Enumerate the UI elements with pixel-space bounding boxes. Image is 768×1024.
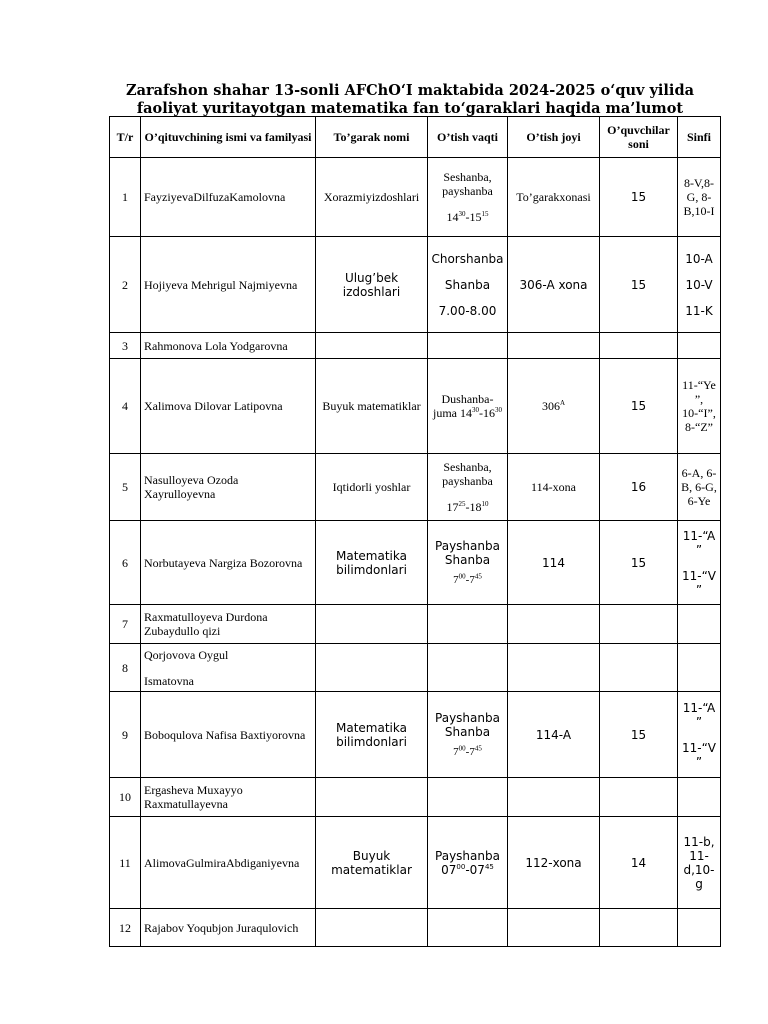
room: [508, 909, 600, 947]
text-line: Shanba: [444, 552, 491, 567]
room: 114-xona: [508, 454, 600, 521]
row-number: 8: [110, 644, 141, 692]
text-line: Chorshanba: [431, 251, 504, 266]
grade: [678, 521, 721, 605]
table-row: [110, 359, 721, 454]
student-count: 15: [600, 521, 678, 605]
header-time: O’tish vaqti: [428, 117, 508, 158]
teacher-name: Rahmonova Lola Yodgarovna: [141, 333, 316, 359]
time-range: $7^{00}-7^{45}$: [453, 743, 482, 758]
row-number: 2: [110, 237, 141, 333]
schedule-time: [428, 605, 508, 644]
table-row: [110, 817, 721, 909]
schedule-time: [428, 333, 508, 359]
time-range: $07^{00}-07^{45}$: [441, 862, 494, 877]
text-line: [144, 662, 312, 674]
text-line: [431, 292, 504, 304]
row-number: 3: [110, 333, 141, 359]
table-row: [110, 909, 721, 947]
time-range: Dushanba-juma $14^{30}-16^{30}$: [433, 392, 502, 420]
schedule-time: [428, 158, 508, 237]
text-line: Payshanba: [435, 538, 500, 553]
teacher-name: Rajabov Yoqubjon Juraqulovich: [141, 909, 316, 947]
teacher-name: Nasulloyeva Ozoda Xayrulloyevna: [141, 454, 316, 521]
teacher-name: AlimovaGulmiraAbdiganiyevna: [141, 817, 316, 909]
row-number: 9: [110, 692, 141, 778]
student-count: [600, 909, 678, 947]
clubs-table: [109, 116, 721, 947]
student-count: 15: [600, 158, 678, 237]
text-line: 10-V: [685, 277, 713, 292]
table-row: [110, 454, 721, 521]
teacher-name: Hojiyeva Mehrigul Najmiyevna: [141, 237, 316, 333]
row-number: 12: [110, 909, 141, 947]
schedule-time: [428, 521, 508, 605]
time-minutes: 45: [474, 571, 482, 580]
time-minutes: 30: [458, 210, 466, 218]
time-minutes: 00: [458, 743, 466, 752]
table-row: [110, 605, 721, 644]
club-name: Matematika bilimdonlari: [316, 521, 428, 605]
schedule-time: [428, 644, 508, 692]
schedule-time: [428, 692, 508, 778]
text-line: 11-“V”: [681, 740, 717, 769]
table-row: [110, 237, 721, 333]
club-name: [316, 644, 428, 692]
text-line: Seshanba,: [443, 460, 492, 474]
grade: [678, 237, 721, 333]
teacher-name: Raxmatulloyeva Durdona Zubaydullo qizi: [141, 605, 316, 644]
student-count: 14: [600, 817, 678, 909]
table-row: [110, 644, 721, 692]
row-number: 6: [110, 521, 141, 605]
room-suffix: A: [559, 399, 566, 407]
club-name: Iqtidorli yoshlar: [316, 454, 428, 521]
teacher-name: Xalimova Dilovar Latipovna: [141, 359, 316, 454]
student-count: [600, 605, 678, 644]
room: [508, 333, 600, 359]
student-count: 15: [600, 692, 678, 778]
time-minutes: 45: [474, 743, 482, 752]
header-students: O’quvchilar soni: [600, 117, 678, 158]
text-line: [681, 292, 717, 304]
table-row: [110, 521, 721, 605]
schedule-time: [428, 454, 508, 521]
room: 306-A xona: [508, 237, 600, 333]
schedule-time: [428, 909, 508, 947]
time-range: $14^{30}-15^{15}$: [446, 210, 489, 224]
grade: [678, 644, 721, 692]
row-number: 7: [110, 605, 141, 644]
text-line: Qorjovova Oygul: [144, 647, 229, 662]
club-name: Matematika bilimdonlari: [316, 692, 428, 778]
table-row: [110, 158, 721, 237]
student-count: [600, 644, 678, 692]
time-minutes: 30: [472, 406, 479, 414]
schedule-time: [428, 359, 508, 454]
table-row: [110, 333, 721, 359]
student-count: 16: [600, 454, 678, 521]
teacher-name: [141, 644, 316, 692]
row-number: 4: [110, 359, 141, 454]
teacher-name: Norbutayeva Nargiza Bozorovna: [141, 521, 316, 605]
grade: [678, 909, 721, 947]
row-number: 1: [110, 158, 141, 237]
table-row: [110, 692, 721, 778]
text-line: Shanba: [444, 277, 491, 292]
text-line: [431, 488, 504, 500]
student-count: 15: [600, 237, 678, 333]
text-line: 11-“A”: [682, 700, 716, 729]
grade: [678, 333, 721, 359]
grade: 8-V,8-G, 8-B,10-I: [678, 158, 721, 237]
student-count: [600, 333, 678, 359]
room: [508, 778, 600, 817]
text-line: [681, 266, 717, 278]
row-number: 10: [110, 778, 141, 817]
text-line: [681, 557, 717, 569]
time-range: $17^{25}-18^{10}$: [446, 500, 489, 514]
teacher-name: FayziyevaDilfuzaKamolovna: [141, 158, 316, 237]
text-line: [681, 729, 717, 741]
table-header-row: [110, 117, 721, 158]
schedule-time: [428, 237, 508, 333]
header-tr: T/r: [110, 117, 141, 158]
row-number: 5: [110, 454, 141, 521]
header-club: To’garak nomi: [316, 117, 428, 158]
text-line: Ismatovna: [144, 673, 194, 688]
room: 112-xona: [508, 817, 600, 909]
time-minutes: 00: [458, 571, 466, 580]
time-minutes: 25: [458, 500, 466, 508]
grade: 6-A, 6-B, 6-G, 6-Ye: [678, 454, 721, 521]
text-line: 11-“V”: [681, 568, 717, 597]
text-line: 7.00-8.00: [438, 303, 497, 318]
text-line: [431, 266, 504, 278]
room: [508, 605, 600, 644]
club-name: [316, 333, 428, 359]
grade: 11-b, 11-d,10-g: [678, 817, 721, 909]
teacher-name: Ergasheva Muxayyo Raxmatullayevna: [141, 778, 316, 817]
text-line: payshanba: [442, 184, 493, 198]
student-count: [600, 778, 678, 817]
time-minutes: 00: [456, 862, 466, 871]
time-minutes: 15: [481, 210, 489, 218]
document-title: Zarafshon shahar 13-sonli AFChO‘I maktabida 2024-2025 o‘quv yilida faoliyat yuritayotgan matematika fan to‘garaklari haqida ma’lumot: [126, 82, 694, 117]
grade: [678, 778, 721, 817]
text-line: 11-K: [685, 303, 713, 318]
table-row: [110, 778, 721, 817]
student-count: 15: [600, 359, 678, 454]
teacher-name: Boboqulova Nafisa Baxtiyorovna: [141, 692, 316, 778]
room: $306^A$: [508, 359, 600, 454]
header-teacher: O’qituvchining ismi va familyasi: [141, 117, 316, 158]
header-grade: Sinfi: [678, 117, 721, 158]
row-number: 11: [110, 817, 141, 909]
text-line: Payshanba: [435, 710, 500, 725]
club-name: Ulug’bek izdoshlari: [316, 237, 428, 333]
text-line: Payshanba: [435, 848, 500, 863]
schedule-time: [428, 778, 508, 817]
time-minutes: 45: [484, 862, 494, 871]
text-line: payshanba: [442, 474, 493, 488]
grade: [678, 692, 721, 778]
club-name: [316, 605, 428, 644]
club-name: [316, 778, 428, 817]
room: 114: [508, 521, 600, 605]
room: [508, 644, 600, 692]
text-line: Shanba: [444, 724, 491, 739]
text-line: [431, 198, 504, 210]
club-name: Xorazmiyizdoshlari: [316, 158, 428, 237]
grade: [678, 605, 721, 644]
time-minutes: 10: [481, 500, 489, 508]
club-name: Buyuk matematiklar: [316, 359, 428, 454]
time-minutes: 30: [495, 406, 502, 414]
text-line: 10-A: [685, 251, 713, 266]
club-name: [316, 909, 428, 947]
room: To’garakxonasi: [508, 158, 600, 237]
schedule-time: [428, 817, 508, 909]
time-range: $7^{00}-7^{45}$: [453, 571, 482, 586]
room: 114-A: [508, 692, 600, 778]
header-place: O’tish joyi: [508, 117, 600, 158]
club-name: Buyuk matematiklar: [316, 817, 428, 909]
text-line: 11-“A”: [682, 528, 716, 557]
grade: 11-“Ye”, 10-“I”, 8-“Z”: [678, 359, 721, 454]
text-line: Seshanba,: [443, 170, 492, 184]
